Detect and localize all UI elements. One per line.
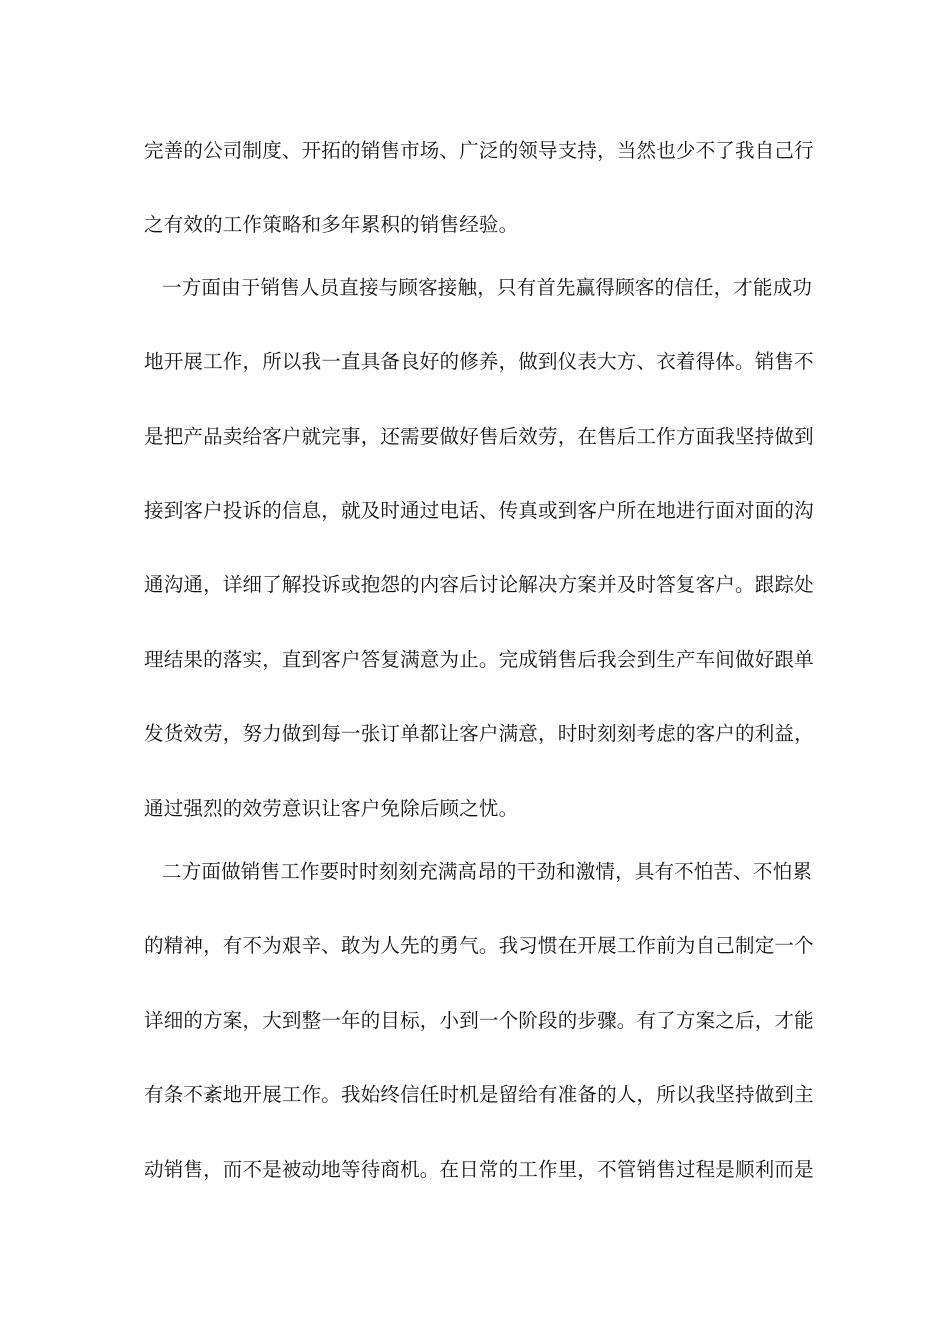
text-line: 是把产品卖给客户就完事，还需要做好售后效劳，在售后工作方面我坚持做到 <box>144 425 814 448</box>
text-line: 完善的公司制度、开拓的销售市场、广泛的领导支持，当然也少不了我自己行 <box>144 139 814 162</box>
text-line: 发货效劳，努力做到每一张订单都让客户满意，时时刻刻考虑的客户的利益， <box>144 722 814 745</box>
text-line: 地开展工作，所以我一直具备良好的修养，做到仪表大方、衣着得体。销售不 <box>144 350 814 373</box>
paragraph-start-line: 二方面做销售工作要时时刻刻充满高昂的干劲和激情，具有不怕苦、不怕累 <box>162 860 813 883</box>
text-line: 通沟通，详细了解投诉或抱怨的内容后讨论解决方案并及时答复客户。跟踪处 <box>144 573 814 596</box>
text-line: 之有效的工作策略和多年累积的销售经验。 <box>144 213 519 236</box>
text-line: 通过强烈的效劳意识让客户免除后顾之忧。 <box>144 797 519 820</box>
text-line: 有条不紊地开展工作。我始终信任时机是留给有准备的人，所以我坚持做到主 <box>144 1083 814 1106</box>
text-line: 理结果的落实，直到客户答复满意为止。完成销售后我会到生产车间做好跟单 <box>144 648 814 671</box>
text-line: 详细的方案，大到整一年的目标，小到一个阶段的步骤。有了方案之后，才能 <box>144 1009 814 1032</box>
paragraph-start-line: 一方面由于销售人员直接与顾客接触，只有首先赢得顾客的信任，才能成功 <box>162 276 813 299</box>
text-line: 接到客户投诉的信息，就及时通过电话、传真或到客户所在地进行面对面的沟 <box>144 499 814 522</box>
text-line: 的精神，有不为艰辛、敢为人先的勇气。我习惯在开展工作前为自己制定一个 <box>144 934 814 957</box>
text-line: 动销售，而不是被动地等待商机。在日常的工作里，不管销售过程是顺利而是 <box>144 1158 814 1181</box>
